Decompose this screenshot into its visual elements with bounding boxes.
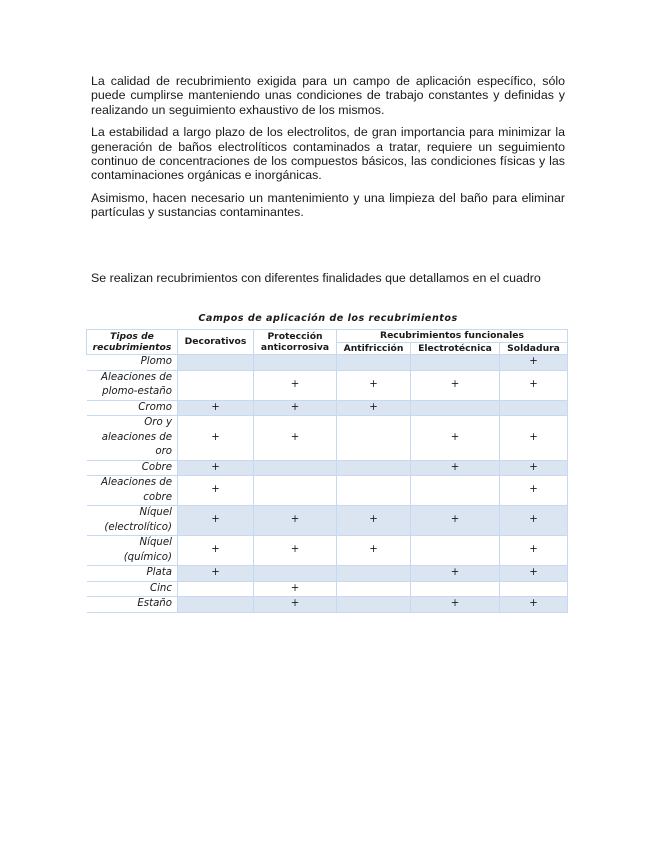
table-cell: + — [411, 597, 500, 613]
table-cell — [337, 355, 411, 371]
table-cell — [411, 536, 500, 566]
table-row — [87, 400, 568, 416]
table-cell — [337, 476, 411, 506]
table-row — [87, 581, 568, 597]
table-cell: + — [500, 566, 568, 582]
table-cell: + — [500, 506, 568, 536]
table-cell: + — [337, 400, 411, 416]
table-row — [87, 370, 568, 400]
table-cell — [411, 400, 500, 416]
row-name: Cinc — [87, 581, 178, 597]
header-proteccion: Protección anticorrosiva — [254, 330, 337, 355]
table-cell: + — [411, 416, 500, 461]
table-cell: + — [254, 581, 337, 597]
table-cell — [178, 370, 254, 400]
header-tipos: Tipos de recubrimientos — [87, 330, 178, 355]
row-name: Plomo — [87, 355, 178, 371]
table-cell: + — [254, 506, 337, 536]
table-row — [87, 597, 568, 613]
table-cell: + — [337, 370, 411, 400]
table-row — [87, 355, 568, 371]
row-name: Níquel (químico) — [87, 536, 178, 566]
table-cell: + — [500, 597, 568, 613]
table-cell: + — [411, 506, 500, 536]
table-cell: + — [411, 460, 500, 476]
paragraph: Asimismo, hacen necesario un mantenimiento y una limpieza del baño para eliminar partículas y sustancias contaminantes. — [91, 190, 565, 220]
table-cell — [500, 581, 568, 597]
table-cell: + — [500, 355, 568, 371]
table-cell: + — [337, 536, 411, 566]
row-name: Oro y aleaciones de oro — [87, 416, 178, 461]
table-cell: + — [500, 416, 568, 461]
header-soldadura: Soldadura — [500, 342, 568, 355]
table-cell — [178, 597, 254, 613]
row-name: Estaño — [87, 597, 178, 613]
table-cell: + — [337, 506, 411, 536]
table-cell — [411, 355, 500, 371]
table-row — [87, 506, 568, 536]
table-cell: + — [178, 506, 254, 536]
paragraph: La estabilidad a largo plazo de los electrolitos, de gran importancia para minimizar la generación de baños electrolíticos contaminados a tratar, requiere un seguimiento continuo de concentraciones de los compuestos básicos, las condiciones físicas y las contaminaciones orgánicas e inorgánicas. — [91, 125, 565, 183]
table-cell — [254, 476, 337, 506]
table-cell — [411, 476, 500, 506]
table-cell — [411, 581, 500, 597]
table-cell: + — [254, 536, 337, 566]
header-funcionales: Recubrimientos funcionales — [337, 330, 568, 343]
intro-sentence: Se realizan recubrimientos con diferentes finalidades que detallamos en el cuadro — [91, 271, 541, 285]
table-cell: + — [178, 536, 254, 566]
table-body — [87, 355, 568, 613]
coatings-table — [86, 329, 568, 613]
table-cell — [178, 581, 254, 597]
table-row — [87, 460, 568, 476]
table-cell: + — [500, 370, 568, 400]
table-caption: Campos de aplicación de los recubrimientos — [198, 313, 458, 324]
table-row — [87, 566, 568, 582]
table-cell — [337, 460, 411, 476]
table-cell: + — [254, 597, 337, 613]
row-name: Cobre — [87, 460, 178, 476]
table-cell: + — [254, 416, 337, 461]
table-cell — [500, 400, 568, 416]
row-name: Aleaciones de cobre — [87, 476, 178, 506]
table-cell: + — [411, 566, 500, 582]
table-cell: + — [178, 460, 254, 476]
table-cell — [337, 566, 411, 582]
paragraph: La calidad de recubrimiento exigida para un campo de aplicación específico, sólo puede cumplirse manteniendo unas condiciones de trabajo constantes y definidas y realizando un seguimiento exhaustivo de los mismos. — [91, 74, 565, 117]
table-cell — [254, 566, 337, 582]
table-cell: + — [178, 476, 254, 506]
row-name: Cromo — [87, 400, 178, 416]
table-cell — [254, 460, 337, 476]
table-row — [87, 476, 568, 506]
header-decorativos: Decorativos — [178, 330, 254, 355]
table-cell: + — [254, 400, 337, 416]
row-name: Aleaciones de plomo-estaño — [87, 370, 178, 400]
header-antifriccion: Antifricción — [337, 342, 411, 355]
table-cell — [254, 355, 337, 371]
row-name: Níquel (electrolítico) — [87, 506, 178, 536]
table-cell: + — [178, 416, 254, 461]
table-cell: + — [178, 566, 254, 582]
table-cell — [337, 581, 411, 597]
header-electrotecnica: Electrotécnica — [411, 342, 500, 355]
table-cell: + — [411, 370, 500, 400]
table-cell: + — [254, 370, 337, 400]
table-row — [87, 536, 568, 566]
table-cell: + — [500, 476, 568, 506]
table-cell — [178, 355, 254, 371]
row-name: Plata — [87, 566, 178, 582]
table-cell: + — [500, 536, 568, 566]
body-text — [91, 74, 565, 228]
table-row — [87, 416, 568, 461]
table-cell — [337, 416, 411, 461]
table-cell — [337, 597, 411, 613]
table-cell: + — [500, 460, 568, 476]
table-cell: + — [178, 400, 254, 416]
